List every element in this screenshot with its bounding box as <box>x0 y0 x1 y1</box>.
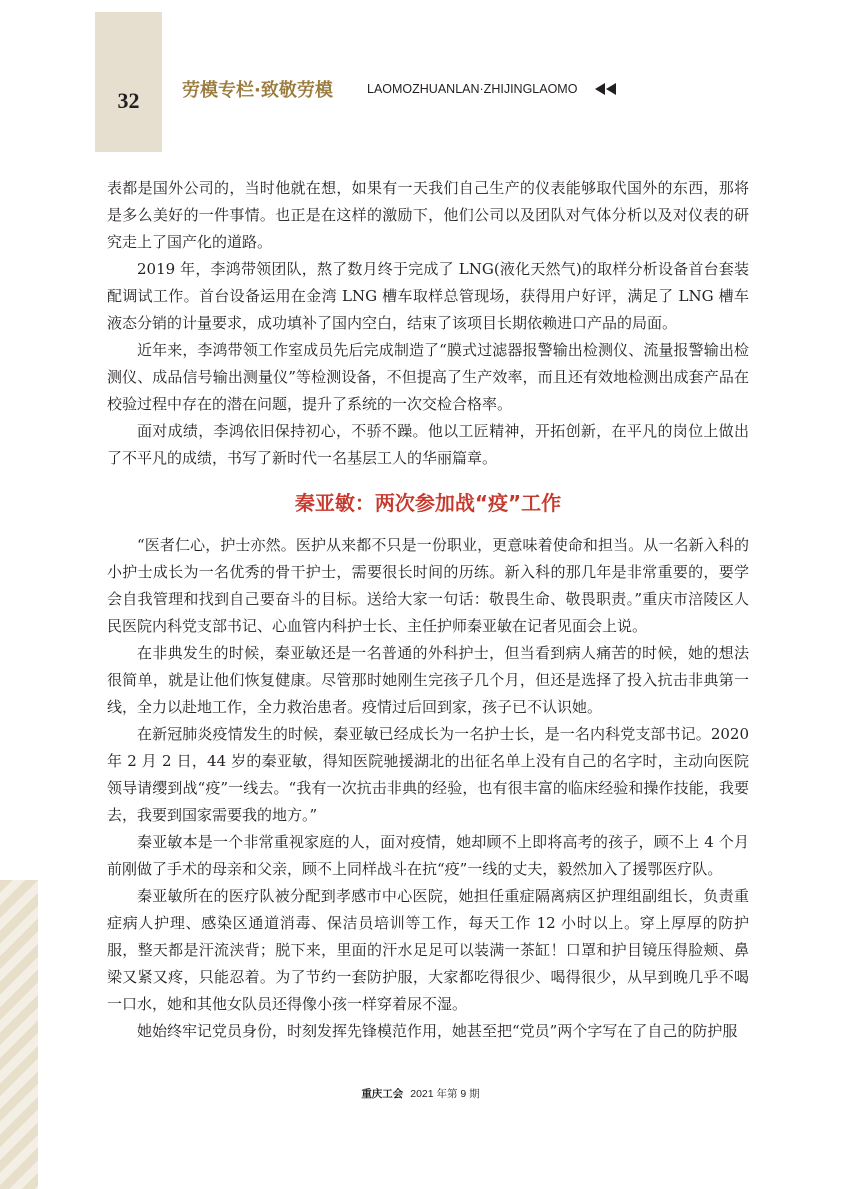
paragraph: 她始终牢记党员身份，时刻发挥先锋模范作用，她甚至把“党员”两个字写在了自己的防护服 <box>137 1022 738 1040</box>
page-number: 32 <box>117 88 140 113</box>
paragraph: 表都是国外公司的，当时他就在想，如果有一天我们自己生产的仪表能够取代国外的东西，那将是多么美好的一件事情。也正是在这样的激励下，他们公司以及团队对气体分析以及对仪表的研究走上了国产化的道路。 <box>107 179 749 251</box>
left-triangle-icon <box>595 83 605 95</box>
double-left-arrow-icon <box>595 83 617 95</box>
paragraph: 近年来，李鸿带领工作室成员先后完成制造了“膜式过滤器报警输出检测仪、流量报警输出检测仪、成品信号输出测量仪”等检测设备，不但提高了生产效率，而且还有效地检测出成套产品在校验过程中存在的潜在问题，提升了系统的一次交检合格率。 <box>107 341 749 413</box>
footer-issue: 2021 年第 9 期 <box>410 1088 480 1100</box>
paragraph: 在非典发生的时候，秦亚敏还是一名普通的外科护士，但当看到病人痛苦的时候，她的想法很简单，就是让他们恢复健康。尽管那时她刚生完孩子几个月，但还是选择了投入抗击非典第一线，全力以赴地工作，全力救治患者。疫情过后回到家，孩子已不认识她。 <box>107 644 749 716</box>
page-footer <box>0 1086 841 1101</box>
column-subtitle: LAOMOZHUANLAN·ZHIJINGLAOMO <box>367 82 578 96</box>
paragraph: 秦亚敏所在的医疗队被分配到孝感市中心医院，她担任重症隔离病区护理组副组长，负责重症病人护理、感染区通道消毒、保洁员培训等工作，每天工作 12 小时以上。穿上厚厚的防护服，整天都是汗流浃背；脱下来，里面的汗水足足可以装满一茶缸！口罩和护目镜压得脸颊、鼻梁又紧又疼，只能忍着。为了节约一套防护服，大家都吃得很少、喝得很少，从早到晚几乎不喝一口水，她和其他女队员还得像小孩一样穿着尿不湿。 <box>107 887 749 1013</box>
decorative-stripe <box>0 880 38 1189</box>
paragraph: 面对成绩，李鸿依旧保持初心，不骄不躁。他以工匠精神，开拓创新，在平凡的岗位上做出了不平凡的成绩，书写了新时代一名基层工人的华丽篇章。 <box>107 422 749 467</box>
section-title: 秦亚敏：两次参加战“疫”工作 <box>294 491 562 515</box>
footer-brand: 重庆工会 <box>361 1088 404 1100</box>
column-title: 劳模专栏·致敬劳模 <box>182 80 333 101</box>
paragraph: 秦亚敏本是一个非常重视家庭的人，面对疫情，她却顾不上即将高考的孩子，顾不上 4 个月前刚做了手术的母亲和父亲，顾不上同样战斗在抗“疫”一线的丈夫，毅然加入了援鄂医疗队。 <box>107 833 749 878</box>
paragraph: 在新冠肺炎疫情发生的时候，秦亚敏已经成长为一名护士长，是一名内科党支部书记。2020 年 2 月 2 日，44 岁的秦亚敏，得知医院驰援湖北的出征名单上没有自己的名字时，主动向医院领导请缨到战“疫”一线去。“我有一次抗击非典的经验，也有很丰富的临床经验和操作技能，我要去，我要到国家需要我的地方。” <box>107 725 749 824</box>
left-triangle-icon <box>606 83 616 95</box>
paragraph: 2019 年，李鸿带领团队，熬了数月终于完成了 LNG(液化天然气)的取样分析设备首台套装配调试工作。首台设备运用在金湾 LNG 槽车取样总管现场，获得用户好评，满足了 LNG 槽车液态分销的计量要求，成功填补了国内空白，结束了该项目长期依赖进口产品的局面。 <box>107 260 749 332</box>
page-number-block <box>95 12 162 152</box>
paragraph: “医者仁心，护士亦然。医护从来都不只是一份职业，更意味着使命和担当。从一名新入科的小护士成长为一名优秀的骨干护士，需要很长时间的历练。新入科的那几年是非常重要的，要学会自我管理和找到自己要奋斗的目标。送给大家一句话：敬畏生命、敬畏职责。”重庆市涪陵区人民医院内科党支部书记、心血管内科护士长、主任护师秦亚敏在记者见面会上说。 <box>107 536 749 635</box>
article-body <box>107 175 749 1045</box>
